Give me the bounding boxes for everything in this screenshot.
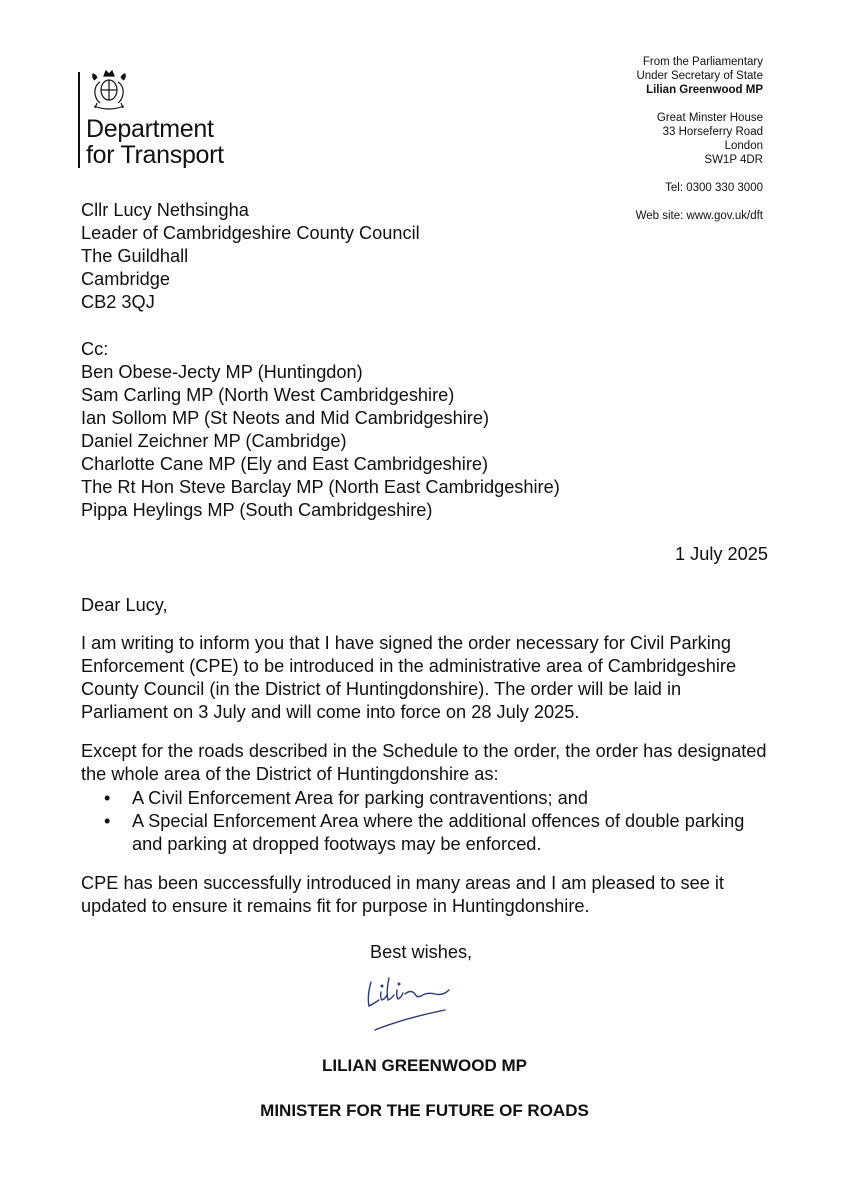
recipient-line: Leader of Cambridgeshire County Council: [81, 223, 420, 243]
royal-crest-icon: [86, 68, 132, 112]
cc-item: Ian Sollom MP (St Neots and Mid Cambridgeshire): [81, 408, 490, 428]
recipient-line: Cambridge: [81, 269, 170, 289]
signatory-name: LILIAN GREENWOOD MP: [322, 1056, 527, 1075]
sender-address-line: London: [724, 140, 763, 152]
letter-date: 1 July 2025: [674, 544, 768, 564]
cc-label: Cc:: [81, 339, 109, 359]
body-paragraph-3: CPE has been successfully introduced in many areas and I am pleased to see it updated to ensure it remains fit for purpose in Huntingdonshire.: [81, 873, 724, 916]
sender-line-1: From the Parliamentary: [642, 56, 763, 68]
dft-logo: [78, 68, 258, 178]
cc-item: Sam Carling MP (North West Cambridgeshire): [81, 385, 455, 405]
department-name: [86, 116, 224, 168]
list-item-text: A Special Enforcement Area where the additional offences of double parking and parking at dropped footways may be enforced.: [132, 811, 745, 854]
list-item: [98, 787, 768, 810]
salutation: Dear Lucy,: [81, 595, 168, 615]
body-paragraph-2: Except for the roads described in the Schedule to the order, the order has designated the whole area of the District of Huntingdonshire as:: [81, 741, 767, 784]
sender-web: Web site: www.gov.uk/dft: [635, 210, 763, 222]
list-item: [98, 810, 768, 856]
bullet-icon: •: [104, 788, 111, 808]
body-paragraph-1: I am writing to inform you that I have signed the order necessary for Civil Parking Enforcement (CPE) to be introduced in the administrative area of Cambridgeshire County Council (in the District of Huntingdonshire). The order will be laid in Parliament on 3 July and will come into force on 28 July 2025.: [81, 633, 737, 722]
signatory-title: MINISTER FOR THE FUTURE OF ROADS: [260, 1101, 589, 1120]
department-line-1: Department: [86, 115, 214, 143]
list-item-text: A Civil Enforcement Area for parking contraventions; and: [132, 788, 588, 808]
logo-rule: [78, 72, 80, 168]
sender-tel: Tel: 0300 330 3000: [665, 182, 763, 194]
sender-name: Lilian Greenwood MP: [646, 84, 763, 96]
recipient-address: [81, 199, 420, 314]
sender-block: [503, 55, 763, 223]
handwritten-signature: [355, 968, 485, 1038]
sender-address-line: Great Minster House: [656, 112, 763, 124]
recipient-line: The Guildhall: [81, 246, 189, 266]
designation-list: [98, 787, 768, 856]
bullet-icon: •: [104, 811, 111, 831]
recipient-line: CB2 3QJ: [81, 292, 155, 312]
sender-address-line: 33 Horseferry Road: [662, 126, 763, 138]
recipient-line: Cllr Lucy Nethsingha: [81, 200, 249, 220]
sender-address-line: SW1P 4DR: [704, 154, 763, 166]
cc-item: Charlotte Cane MP (Ely and East Cambridgeshire): [81, 454, 489, 474]
cc-item: Pippa Heylings MP (South Cambridgeshire): [81, 500, 433, 520]
closing: Best wishes,: [370, 942, 473, 962]
cc-item: The Rt Hon Steve Barclay MP (North East Cambridgeshire): [81, 477, 560, 497]
cc-list: [81, 338, 560, 522]
cc-item: Daniel Zeichner MP (Cambridge): [81, 431, 347, 451]
cc-item: Ben Obese-Jecty MP (Huntingdon): [81, 362, 363, 382]
sender-line-2: Under Secretary of State: [636, 70, 763, 82]
department-line-2: for Transport: [86, 141, 224, 169]
